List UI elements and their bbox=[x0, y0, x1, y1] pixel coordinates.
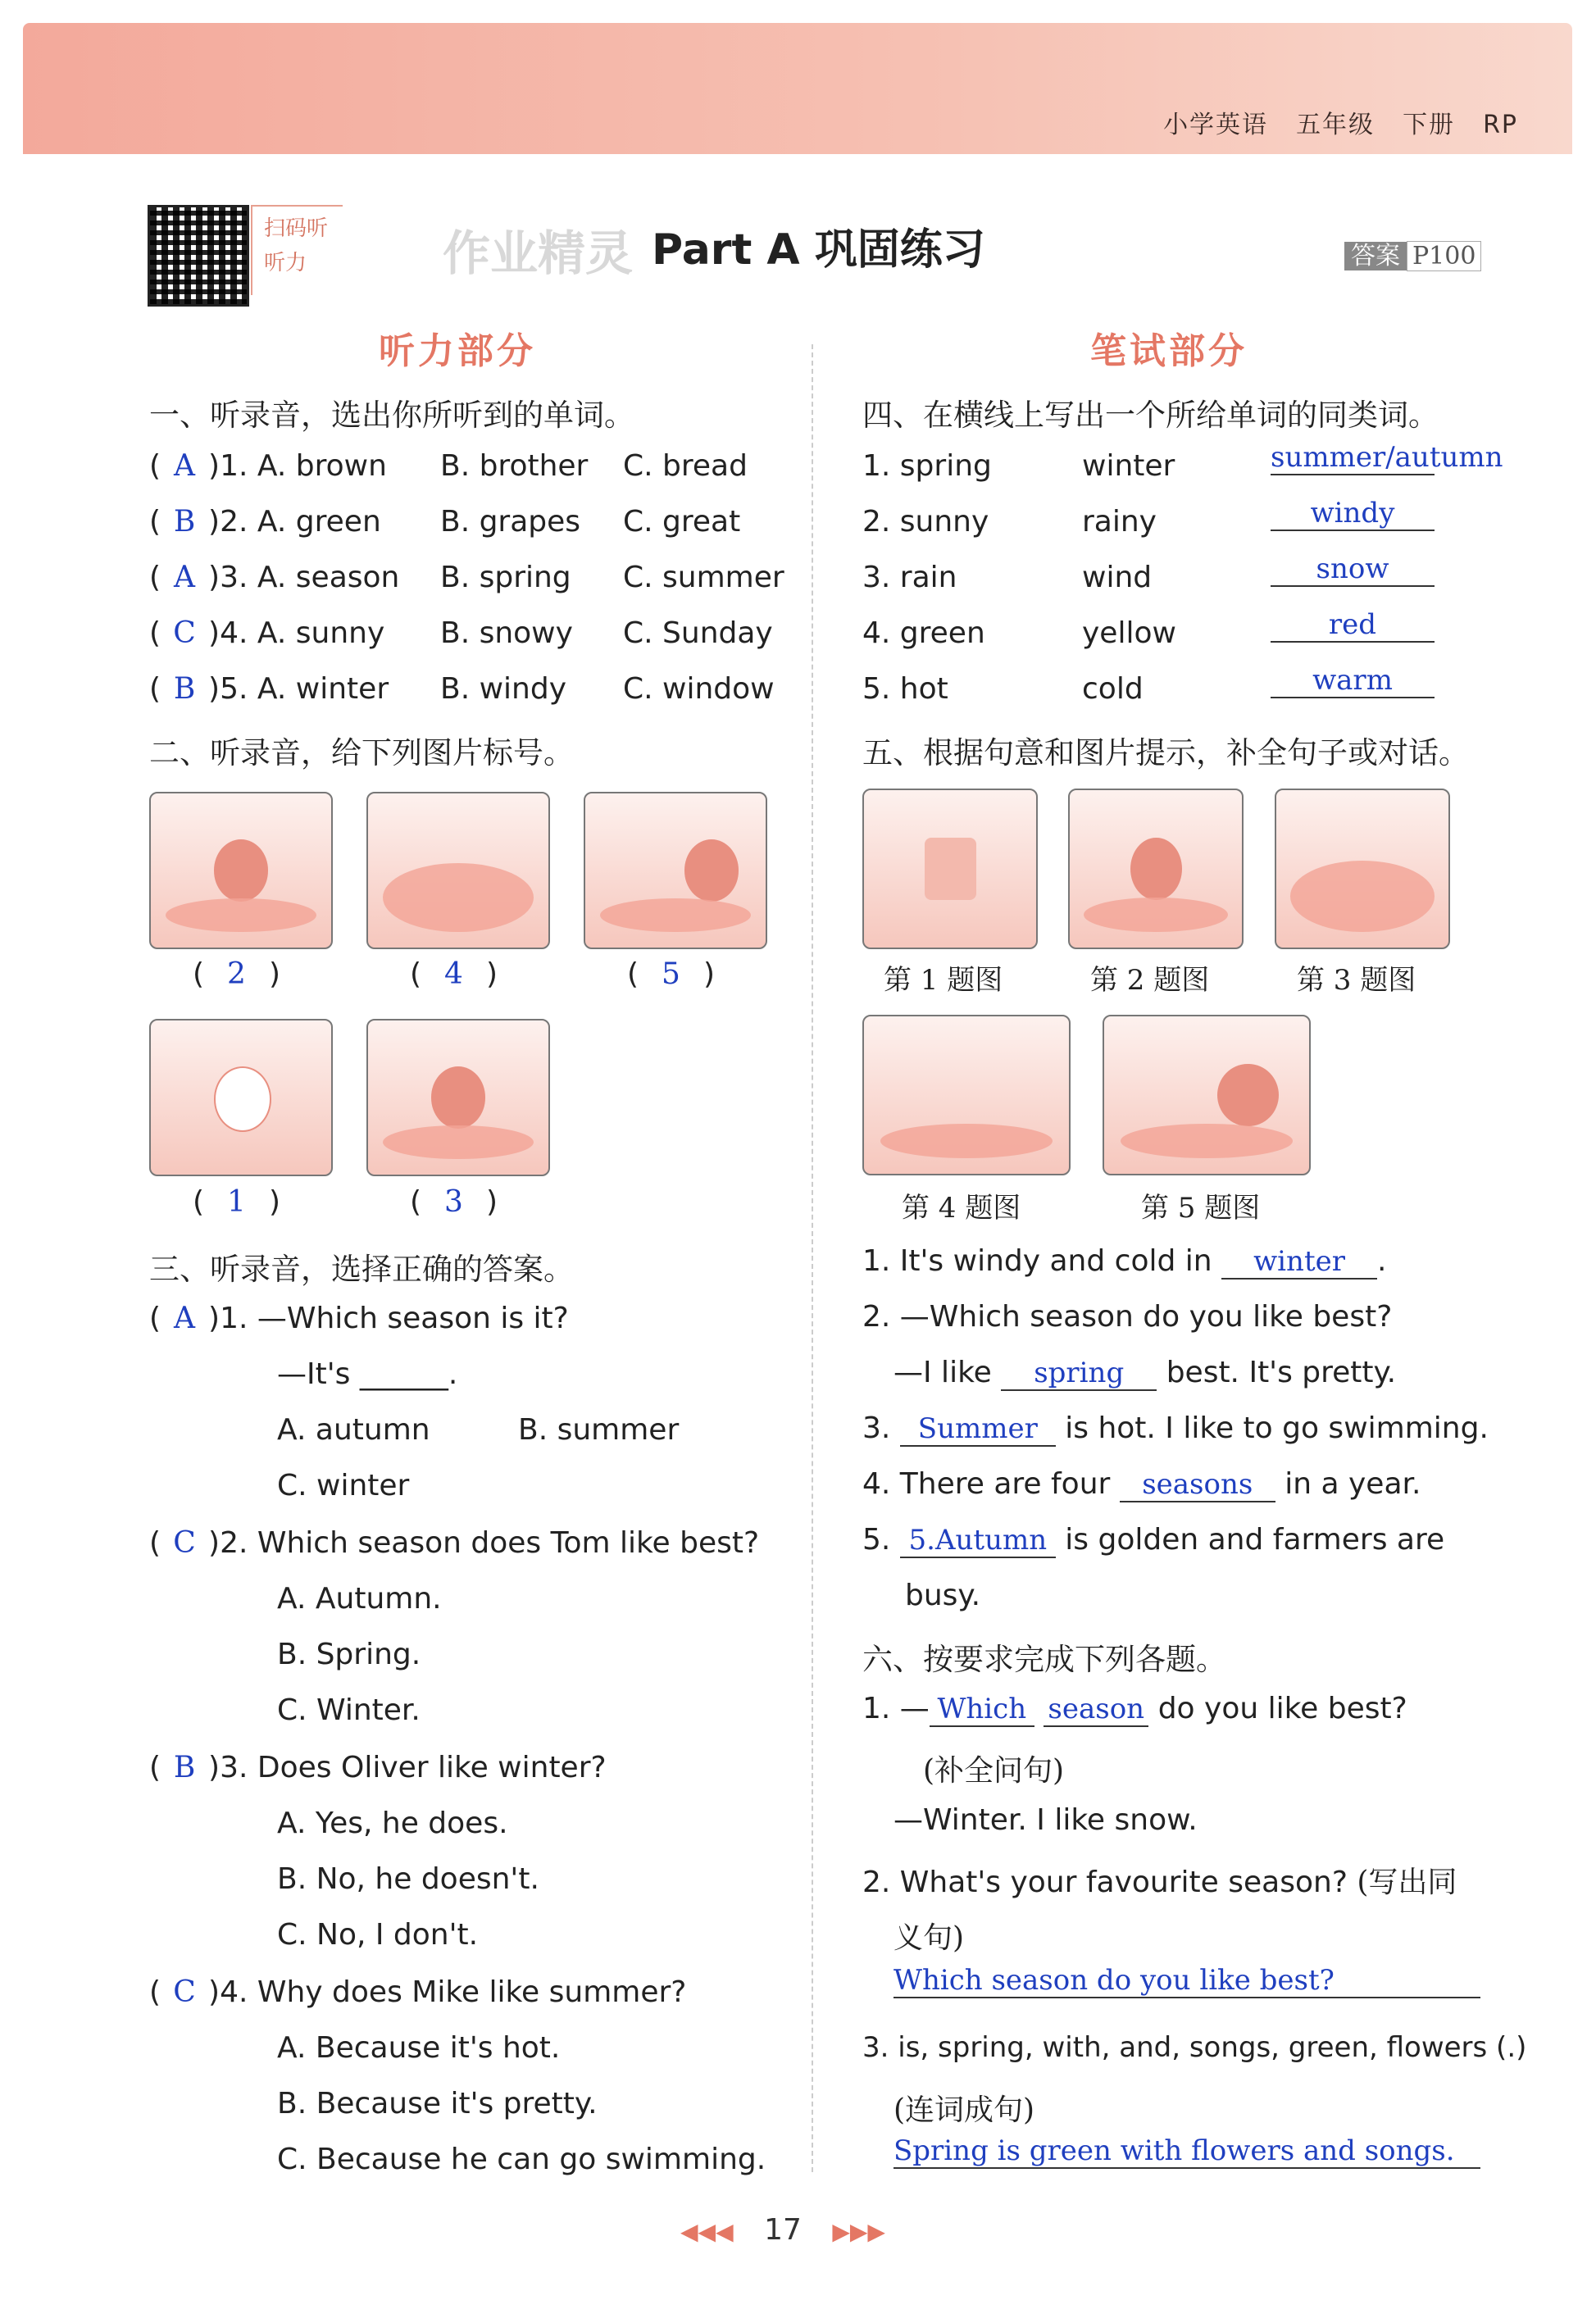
q5-sentence-2b: —I like spring best. It's pretty. bbox=[893, 1356, 1397, 1389]
q3-item-1: ( A )1. —Which season is it? bbox=[149, 1302, 569, 1335]
picture-farmer bbox=[1103, 1015, 1311, 1175]
q3-sub: —It's ______. bbox=[277, 1357, 458, 1391]
page-title: Part A 巩固练习 bbox=[652, 225, 985, 275]
q3-option: B. Spring. bbox=[277, 1638, 421, 1671]
header-edition: RP bbox=[1483, 111, 1518, 139]
q6-answer-line[interactable]: Spring is green with flowers and songs. bbox=[893, 2134, 1480, 2169]
q3-answer[interactable]: A bbox=[174, 1302, 196, 1335]
q5-sentence-4: 4. There are four seasons in a year. bbox=[862, 1467, 1421, 1501]
picture-autumn-tree bbox=[149, 792, 333, 949]
picture-swimming-boy bbox=[366, 792, 550, 949]
q5-sentence-1: 1. It's windy and cold in winter . bbox=[862, 1244, 1387, 1278]
q5-sentence-3: 3. Summer is hot. I like to go swimming. bbox=[862, 1411, 1489, 1445]
next-arrows-icon: ▶▶▶ bbox=[832, 2218, 885, 2245]
q3-option: B. No, he doesn't. bbox=[277, 1862, 539, 1896]
q4-word: winter bbox=[1082, 449, 1175, 483]
q1-option-c: C. window bbox=[623, 672, 775, 706]
q2-answer[interactable]: 4 bbox=[444, 957, 463, 991]
q3-option: C. Winter. bbox=[277, 1693, 421, 1727]
q1-answer[interactable]: A bbox=[174, 561, 196, 594]
q1-answer[interactable]: B bbox=[173, 505, 196, 539]
q5-sentence-5: 5. 5.Autumn is golden and farmers are bbox=[862, 1523, 1445, 1557]
q2-heading: 二、听录音，给下列图片标号。 bbox=[149, 735, 574, 770]
q4-answer-field[interactable]: snow bbox=[1271, 552, 1435, 587]
caption: 第 4 题图 bbox=[902, 1192, 1021, 1225]
q4-word: 3. rain bbox=[862, 561, 957, 594]
picture-snow-house bbox=[862, 789, 1038, 949]
q2-answer[interactable]: 5 bbox=[662, 957, 680, 991]
q3-option: A. Autumn. bbox=[277, 1582, 442, 1616]
q3-option: A. Because it's hot. bbox=[277, 2031, 561, 2065]
q5-answer-field[interactable]: 5.Autumn bbox=[900, 1524, 1056, 1558]
q4-answer-field[interactable]: red bbox=[1271, 608, 1435, 643]
answer-label: 答案 bbox=[1344, 242, 1407, 270]
q1-option-c: C. bread bbox=[623, 449, 748, 483]
q1-option-b: B. snowy bbox=[440, 616, 573, 650]
q3-answer[interactable]: C bbox=[173, 1526, 196, 1560]
q4-heading: 四、在横线上写出一个所给单词的同类词。 bbox=[862, 398, 1439, 433]
picture-flower-path bbox=[1068, 789, 1244, 949]
q4-word: yellow bbox=[1082, 616, 1176, 650]
header-grade: 五年级 bbox=[1296, 111, 1375, 139]
q2-label-5: ( 3 ) bbox=[410, 1185, 498, 1219]
q6-item-3: 3. is, spring, with, and, songs, green, flowers (.) bbox=[862, 2031, 1527, 2064]
caption: 第 2 题图 bbox=[1090, 964, 1210, 997]
q6-answer-line[interactable]: Which season do you like best? bbox=[893, 1964, 1480, 1998]
q6-item-2: 2. What's your favourite season? (写出同 bbox=[862, 1866, 1457, 1899]
q3-item-4: ( C )4. Why does Mike like summer? bbox=[149, 1975, 687, 2009]
q1-heading: 一、听录音，选出你所听到的单词。 bbox=[149, 398, 634, 433]
prev-arrows-icon: ◀◀◀ bbox=[680, 2218, 734, 2245]
q4-word: 4. green bbox=[862, 616, 985, 650]
q6-heading: 六、按要求完成下列各题。 bbox=[862, 1642, 1226, 1677]
q5-answer-field[interactable]: winter bbox=[1221, 1245, 1377, 1280]
scan-label: 扫码听听力 bbox=[251, 205, 343, 295]
q5-answer-field[interactable]: Summer bbox=[900, 1412, 1056, 1447]
q4-word: wind bbox=[1082, 561, 1153, 594]
q2-label-3: ( 5 ) bbox=[627, 957, 715, 991]
q5-sentence-5b: busy. bbox=[905, 1579, 981, 1612]
q3-heading: 三、听录音，选择正确的答案。 bbox=[149, 1252, 574, 1287]
q3-item-3: ( B )3. Does Oliver like winter? bbox=[149, 1751, 607, 1784]
header-info bbox=[1135, 104, 1518, 140]
q3-option: C. winter bbox=[277, 1469, 410, 1502]
q4-answer-field[interactable]: summer/autumn bbox=[1271, 441, 1503, 474]
q5-heading: 五、根据句意和图片提示，补全句子或对话。 bbox=[862, 735, 1469, 770]
section-writing: 笔试部分 bbox=[1090, 330, 1248, 372]
q3-option: C. Because he can go swimming. bbox=[277, 2143, 766, 2176]
q1-option-b: B. windy bbox=[440, 672, 567, 706]
q3-answer[interactable]: C bbox=[173, 1975, 196, 2009]
q5-sentence-2: 2. —Which season do you like best? bbox=[862, 1300, 1393, 1334]
q4-word: cold bbox=[1082, 672, 1144, 706]
q3-answer[interactable]: B bbox=[173, 1751, 196, 1784]
q5-answer-field[interactable]: spring bbox=[1001, 1357, 1157, 1391]
q2-answer[interactable]: 3 bbox=[444, 1185, 463, 1219]
q6-answer-field[interactable]: Which bbox=[930, 1693, 1034, 1727]
q4-word: 2. sunny bbox=[862, 505, 989, 539]
q1-option-c: C. summer bbox=[623, 561, 784, 594]
q3-option: A. autumn bbox=[277, 1413, 430, 1447]
q3-option: A. Yes, he does. bbox=[277, 1807, 508, 1840]
page-number: 17 bbox=[764, 2213, 802, 2247]
q6-item-1: 1. — Which season do you like best? bbox=[862, 1692, 1407, 1725]
picture-swimmer bbox=[1275, 789, 1450, 949]
caption: 第 1 题图 bbox=[884, 964, 1003, 997]
page-footer bbox=[680, 2213, 885, 2247]
q1-option-b: B. brother bbox=[440, 449, 589, 483]
q3-option: C. No, I don't. bbox=[277, 1918, 479, 1952]
section-listening: 听力部分 bbox=[379, 330, 536, 372]
q4-answer-field[interactable]: warm bbox=[1271, 664, 1435, 698]
q3-option: B. Because it's pretty. bbox=[277, 2087, 598, 2120]
header-subject: 小学英语 bbox=[1163, 111, 1269, 139]
q2-label-4: ( 1 ) bbox=[193, 1185, 280, 1219]
q2-answer[interactable]: 1 bbox=[227, 1185, 246, 1219]
watermark: 作业精灵 bbox=[443, 225, 634, 281]
q1-answer[interactable]: A bbox=[174, 449, 196, 483]
header-volume: 下册 bbox=[1403, 111, 1456, 139]
q1-option-b: B. grapes bbox=[440, 505, 581, 539]
picture-four-seasons bbox=[862, 1015, 1071, 1175]
caption: 第 5 题图 bbox=[1141, 1192, 1261, 1225]
q3-item-2: ( C )2. Which season does Tom like best? bbox=[149, 1526, 760, 1560]
picture-farm-boy bbox=[584, 792, 767, 949]
answer-reference bbox=[1344, 235, 1481, 271]
picture-spring-path bbox=[366, 1019, 550, 1176]
answer-page: P100 bbox=[1407, 241, 1481, 271]
q1-option-c: C. Sunday bbox=[623, 616, 773, 650]
q2-label-1: ( 2 ) bbox=[193, 957, 280, 991]
q2-answer[interactable]: 2 bbox=[227, 957, 246, 991]
q6-note: (连词成句) bbox=[893, 2093, 1035, 2127]
q6-note: (补全问句) bbox=[923, 1754, 1065, 1788]
q1-option-b: B. spring bbox=[440, 561, 571, 594]
q4-answer-field[interactable]: windy bbox=[1271, 497, 1435, 531]
qr-code[interactable] bbox=[148, 205, 249, 307]
q1-option-c: C. great bbox=[623, 505, 741, 539]
q6-answer-field[interactable]: season bbox=[1044, 1693, 1148, 1727]
q4-word: 1. spring bbox=[862, 449, 992, 483]
q1-answer[interactable]: B bbox=[173, 672, 196, 706]
q4-word: rainy bbox=[1082, 505, 1157, 539]
picture-snowman bbox=[149, 1019, 333, 1176]
q3-option: B. summer bbox=[518, 1413, 680, 1447]
column-divider bbox=[812, 344, 813, 2172]
q4-word: 5. hot bbox=[862, 672, 948, 706]
caption: 第 3 题图 bbox=[1297, 964, 1416, 997]
q6-reply: —Winter. I like snow. bbox=[893, 1803, 1198, 1837]
q5-answer-field[interactable]: seasons bbox=[1120, 1468, 1275, 1502]
q1-answer[interactable]: C bbox=[173, 616, 196, 650]
q6-note: 义句) bbox=[893, 1921, 965, 1955]
q2-label-2: ( 4 ) bbox=[410, 957, 498, 991]
